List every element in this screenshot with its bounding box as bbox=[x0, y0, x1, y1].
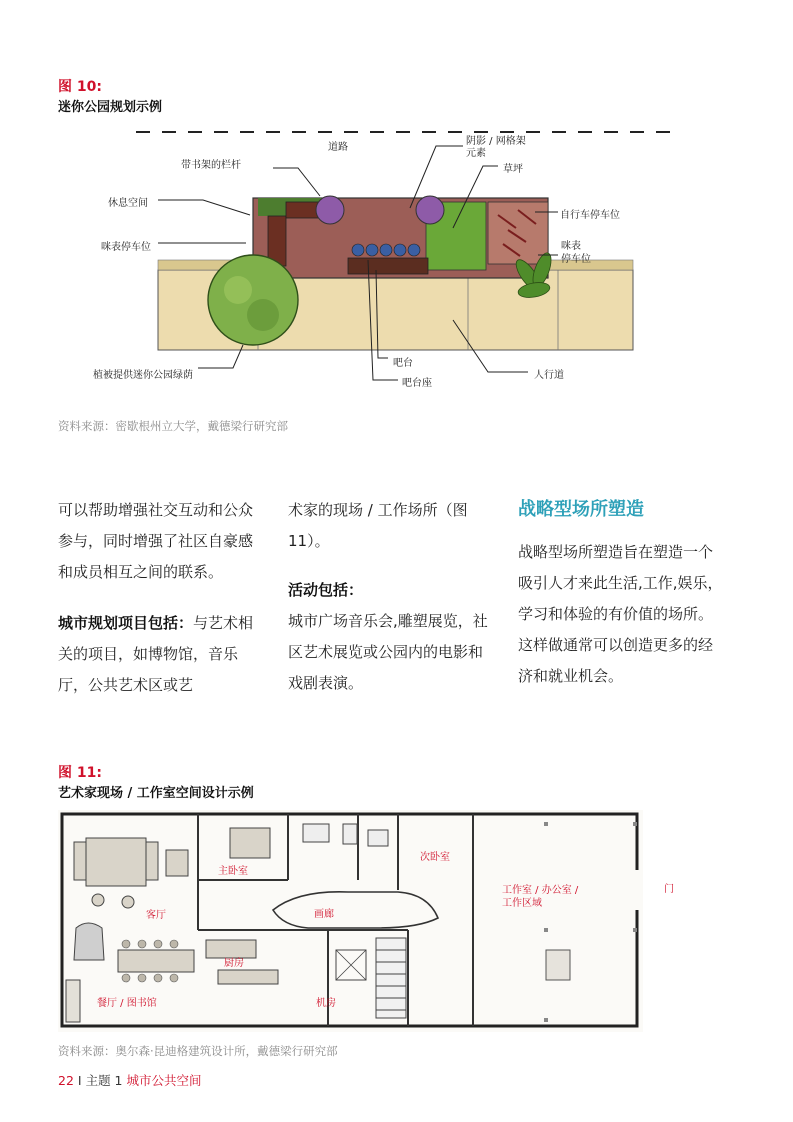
col1-paragraph: 可以帮助增强社交互动和公众参与，同时增强了社区自豪感和成员相互之间的联系。 bbox=[58, 501, 254, 581]
label-kitchen: 厨房 bbox=[224, 958, 244, 969]
label-tree-shade: 植被提供迷你公园绿荫 bbox=[93, 370, 193, 381]
text-column-3 bbox=[518, 495, 723, 692]
footer-separator: I bbox=[77, 1073, 82, 1088]
page-number: 22 bbox=[58, 1073, 74, 1088]
label-sidewalk: 人行道 bbox=[534, 370, 564, 381]
col1-projects-paragraph bbox=[58, 608, 263, 701]
label-bar: 吧台 bbox=[393, 358, 413, 369]
text-column-2 bbox=[288, 495, 493, 699]
label-shade-trellis: 阴影 / 网格架 元素 bbox=[466, 136, 526, 159]
label-door: 门 bbox=[664, 884, 674, 895]
figure10-number: 图 10: bbox=[58, 79, 102, 95]
figure10-source: 资料来源：密歇根州立大学，戴德梁行研究部 bbox=[58, 419, 288, 433]
figure11-number: 图 11: bbox=[58, 765, 102, 781]
footer-section: 城市公共空间 bbox=[126, 1073, 202, 1088]
label-dining-library: 餐厅 / 图书馆 bbox=[97, 998, 157, 1009]
col2-paragraph: 术家的现场 / 工作场所（图 11）。 bbox=[288, 501, 468, 550]
figure11-title: 艺术家现场 / 工作室空间设计示例 bbox=[58, 786, 254, 801]
label-metered-parking-left: 咪表停车位 bbox=[101, 242, 151, 253]
col1-projects-text: 与艺术相关的项目，如博物馆，音乐厅，公共艺术区或艺 bbox=[58, 614, 254, 694]
figure11-source: 资料来源：奥尔森·昆迪格建筑设计所，戴德梁行研究部 bbox=[58, 1044, 338, 1058]
label-living-room: 客厅 bbox=[146, 910, 166, 921]
col2-activities-heading: 活动包括： bbox=[288, 581, 364, 599]
label-lawn: 草坪 bbox=[503, 164, 523, 175]
label-master-bedroom: 主卧室 bbox=[218, 866, 248, 877]
label-second-bedroom: 次卧室 bbox=[420, 852, 450, 863]
col1-bold-lead: 城市规划项目包括： bbox=[58, 614, 194, 632]
col2-activities-text: 城市广场音乐会,雕塑展览，社区艺术展览或公园内的电影和戏剧表演。 bbox=[288, 612, 488, 692]
label-bike-parking: 自行车停车位 bbox=[560, 210, 620, 221]
label-studio-office: 工作室 / 办公室 / 工作区域 bbox=[502, 885, 579, 909]
text-column-1 bbox=[58, 495, 263, 701]
col3-paragraph: 战略型场所塑造旨在塑造一个吸引人才来此生活,工作,娱乐，学习和体验的有价值的场所。这样做通常可以创造更多的经济和就业机会。 bbox=[518, 543, 723, 685]
label-bookshelf-railing: 带书架的栏杆 bbox=[181, 160, 241, 171]
page-footer bbox=[58, 1071, 202, 1089]
label-metered-parking-right: 咪表 停车位 bbox=[561, 241, 591, 265]
label-bar-seating: 吧台座 bbox=[402, 378, 432, 389]
label-road: 道路 bbox=[328, 142, 348, 153]
label-gallery: 画廊 bbox=[314, 909, 334, 920]
strategic-placemaking-heading: 战略型场所塑造 bbox=[518, 499, 644, 520]
figure10-title: 迷你公园规划示例 bbox=[58, 100, 163, 115]
label-machine-room: 机房 bbox=[316, 998, 336, 1009]
label-rest-space: 休息空间 bbox=[108, 198, 148, 209]
footer-topic: 主题 1 bbox=[85, 1073, 123, 1088]
